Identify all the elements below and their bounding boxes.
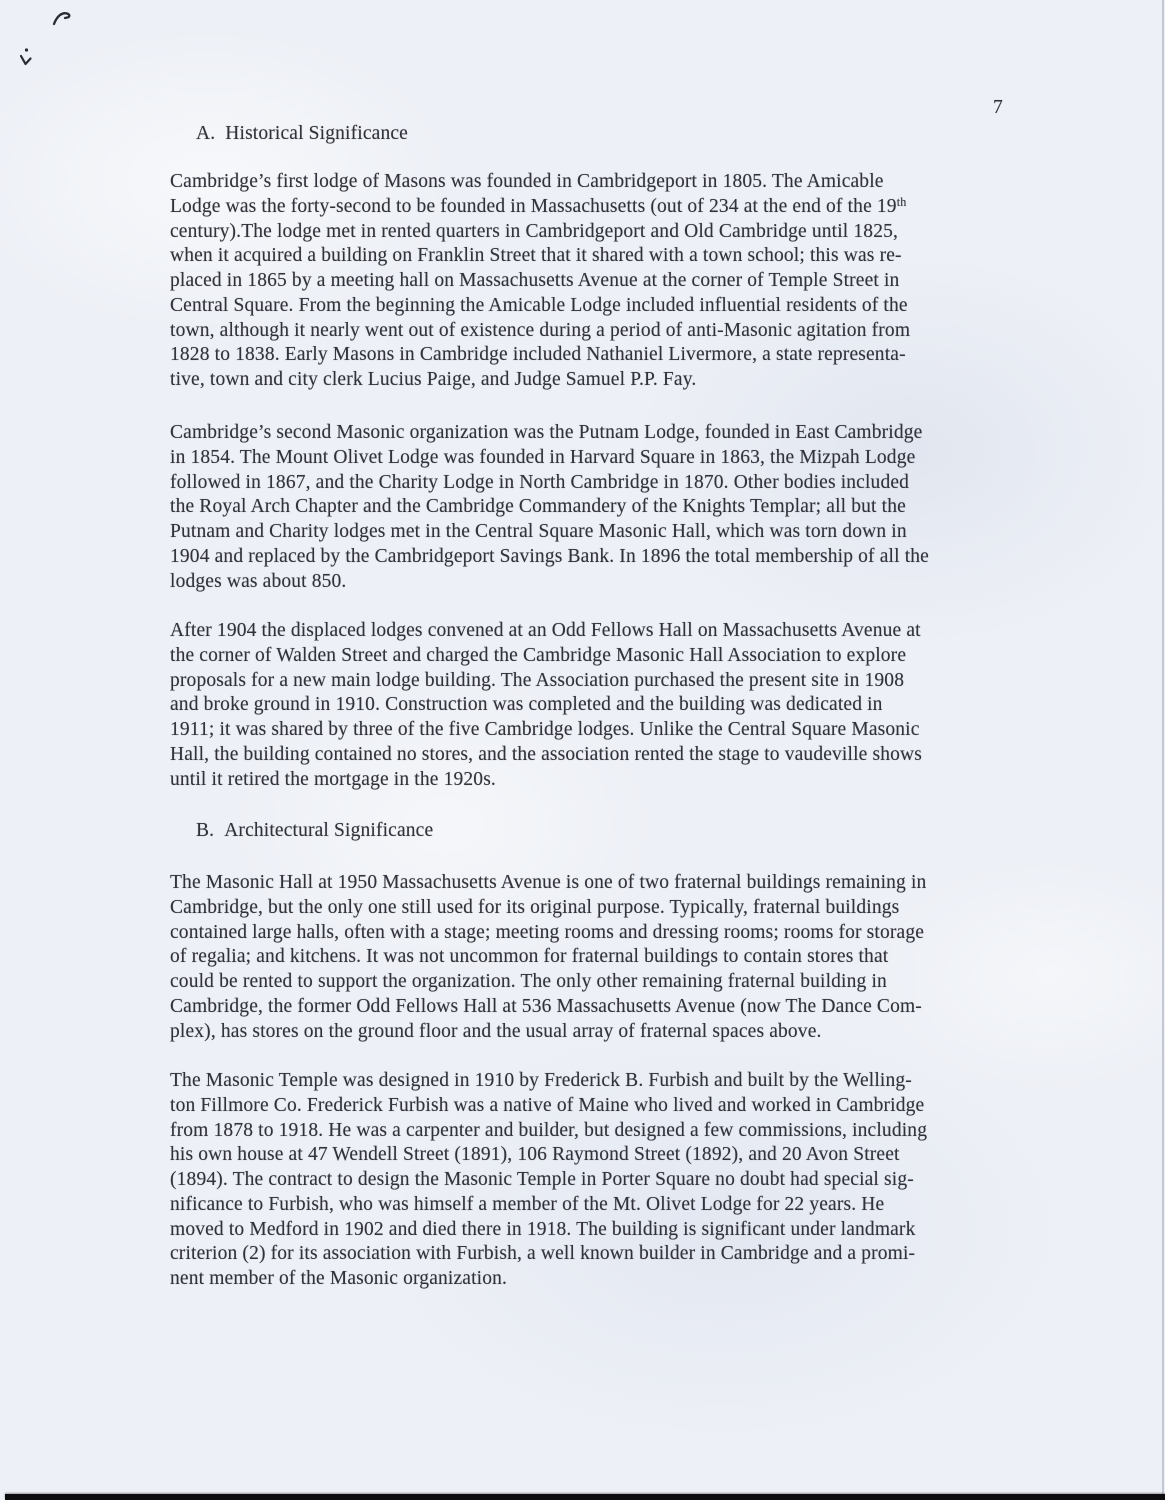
text-line: until it retired the mortgage in the 1920s.: [170, 768, 496, 790]
text-line: placed in 1865 by a meeting hall on Massachusetts Avenue at the corner of Temple Street in: [170, 270, 900, 291]
paragraph-amicable-lodge: [170, 170, 1030, 393]
superscript: th: [896, 195, 907, 210]
text-line: of regalia; and kitchens. It was not uncommon for fraternal buildings to contain stores that: [170, 946, 889, 968]
section-label: A.: [196, 123, 216, 144]
text-line: followed in 1867, and the Charity Lodge in North Cambridge in 1870. Other bodies included: [170, 471, 910, 493]
text-line: his own house at 47 Wendell Street (1891), 106 Raymond Street (1892), and 20 Avon Street: [170, 1144, 900, 1166]
text-line: (1894). The contract to design the Masonic Temple in Porter Square no doubt had special sig-: [170, 1169, 914, 1190]
paragraph-second-organization: [170, 421, 1030, 594]
text-line: town, although it nearly went out of existence during a period of anti-Masonic agitation from: [170, 319, 911, 341]
text-line: the corner of Walden Street and charged the Cambridge Masonic Hall Association to explore: [170, 644, 907, 666]
text-line: lodges was about 850.: [170, 570, 347, 592]
text-line: Central Square. From the beginning the Amicable Lodge included influential residents of the: [170, 294, 908, 316]
paragraph-after-1904: [170, 619, 1030, 792]
text-segment: Lodge was the forty-second to be founded in Massachusetts (out of 234 at the end of the 19: [170, 195, 897, 217]
text-line: could be rented to support the organization. The only other remaining fraternal building in: [170, 971, 887, 992]
text-line: tive, town and city clerk Lucius Paige, and Judge Samuel P.P. Fay.: [170, 369, 697, 390]
text-line: in 1854. The Mount Olivet Lodge was founded in Harvard Square in 1863, the Mizpah Lodge: [170, 446, 916, 468]
text-line: from 1878 to 1918. He was a carpenter and builder, but designed a few commissions, including: [170, 1119, 928, 1141]
text-line: Hall, the building contained no stores, and the association rented the stage to vaudeville shows: [170, 743, 922, 765]
text-line: plex), has stores on the ground floor and the usual array of fraternal spaces above.: [170, 1020, 822, 1042]
text-line: Cambridge’s second Masonic organization was the Putnam Lodge, founded in East Cambridge: [170, 422, 923, 443]
text-line: criterion (2) for its association with Furbish, a well known builder in Cambridge and a promi-: [170, 1243, 916, 1265]
text-line: The Masonic Hall at 1950 Massachusetts Avenue is one of two fraternal buildings remaining in: [170, 872, 927, 893]
section-heading-historical: [196, 122, 1056, 147]
text-line: 1828 to 1838. Early Masons in Cambridge included Nathaniel Livermore, a state representa-: [170, 344, 906, 366]
text-line: 1904 and replaced by the Cambridgeport Savings Bank. In 1896 the total membership of all the: [170, 545, 929, 567]
text-line: century).The lodge met in rented quarters in Cambridgeport and Old Cambridge until 1825,: [170, 220, 899, 242]
section-title: Architectural Significance: [224, 820, 434, 841]
text-line: ton Fillmore Co. Frederick Furbish was a native of Maine who lived and worked in Cambridge: [170, 1094, 925, 1116]
paragraph-masonic-temple: [170, 1069, 1030, 1292]
text-line: proposals for a new main lodge building. The Association purchased the present site in 1908: [170, 669, 905, 691]
text-line: moved to Medford in 1902 and died there in 1918. The building is significant under landmark: [170, 1218, 916, 1240]
scan-edge-line: [1162, 0, 1164, 1500]
text-line: 1911; it was shared by three of the five Cambridge lodges. Unlike the Central Square Masonic: [170, 719, 920, 740]
text-line: nificance to Furbish, who was himself a member of the Mt. Olivet Lodge for 22 years. He: [170, 1193, 885, 1215]
section-label: B.: [196, 820, 215, 841]
ink-mark-icon: [19, 47, 35, 67]
text-line: After 1904 the displaced lodges convened at an Odd Fellows Hall on Massachusetts Avenue at: [170, 620, 921, 641]
text-line: when it acquired a building on Franklin Street that it shared with a town school; this was re-: [170, 245, 902, 267]
scan-artifact-bar: [5, 1494, 1165, 1500]
section-heading-architectural: [196, 819, 1056, 844]
text-line: The Masonic Temple was designed in 1910 by Frederick B. Furbish and built by the Welling-: [170, 1070, 912, 1091]
ink-mark-icon: [52, 9, 74, 27]
text-line: and broke ground in 1910. Construction was completed and the building was dedicated in: [170, 694, 883, 716]
text-line: [170, 195, 1030, 220]
section-title: Historical Significance: [225, 123, 408, 144]
page-number: 7: [993, 97, 1003, 118]
text-line: Cambridge, the former Odd Fellows Hall at 536 Massachusetts Avenue (now The Dance Com-: [170, 995, 922, 1017]
text-line: Putnam and Charity lodges met in the Central Square Masonic Hall, which was torn down in: [170, 521, 907, 542]
text-line: Cambridge, but the only one still used for its original purpose. Typically, fraternal buildings: [170, 896, 900, 918]
text-line: Cambridge’s first lodge of Masons was founded in Cambridgeport in 1805. The Amicable: [170, 171, 884, 192]
text-line: the Royal Arch Chapter and the Cambridge Commandery of the Knights Templar; all but the: [170, 496, 906, 518]
paragraph-masonic-hall: [170, 871, 1030, 1044]
text-line: nent member of the Masonic organization.: [170, 1268, 508, 1289]
text-line: contained large halls, often with a stage; meeting rooms and dressing rooms; rooms for storage: [170, 921, 925, 943]
